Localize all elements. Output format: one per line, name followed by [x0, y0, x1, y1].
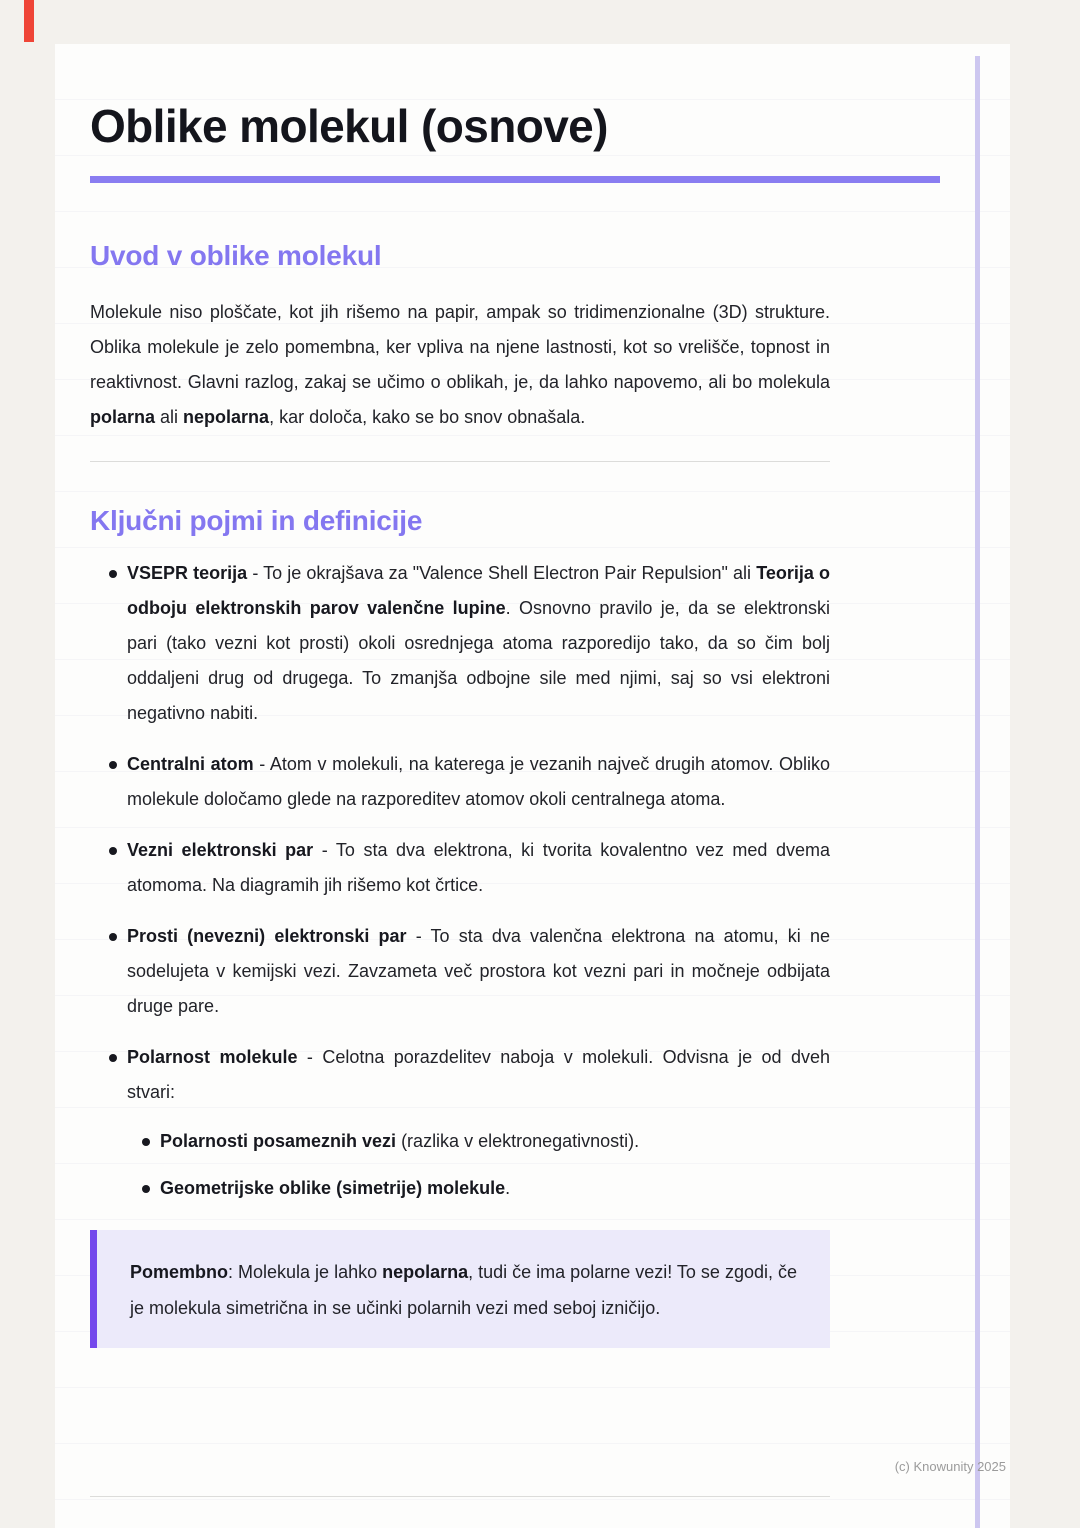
- title-underline-rule: [90, 176, 940, 183]
- list-item-bonding-pair: [90, 833, 830, 903]
- list-item-text: Polarnosti posameznih vezi (razlika v elektronegativnosti).: [160, 1131, 640, 1151]
- section-concepts: [90, 504, 1010, 1348]
- list-item-vsepr: [90, 556, 830, 731]
- important-callout: [90, 1230, 830, 1348]
- red-edge-mark: [24, 0, 34, 42]
- page-title: Oblike molekul (osnove): [90, 100, 608, 152]
- bottom-divider: [90, 1496, 830, 1497]
- list-item-text: Centralni atom - Atom v molekuli, na katerega je vezanih največ drugih atomov. Obliko molekule določamo glede na razporeditev atomov okoli centralnega atoma.: [127, 754, 830, 809]
- list-item-text: Polarnost molekule - Celotna porazdelitev naboja v molekuli. Odvisna je od dveh stvari:: [127, 1047, 830, 1102]
- callout-text: Pomembno: Molekula je lahko nepolarna, tudi če ima polarne vezi! To se zgodi, če je molekula simetrična in se učinki polarnih vezi med seboj izničijo.: [130, 1262, 797, 1318]
- list-item-polarity: [90, 1040, 830, 1206]
- list-item-text: Vezni elektronski par - To sta dva elektrona, ki tvorita kovalentno vez med dvema atomoma. Na diagramih jih rišemo kot črtice.: [127, 840, 831, 895]
- list-item-text: Geometrijske oblike (simetrije) molekule.: [160, 1178, 511, 1198]
- concept-sublist: [127, 1124, 830, 1206]
- copyright-note: (c) Knowunity 2025: [894, 1459, 1006, 1474]
- list-item-central-atom: [90, 747, 830, 817]
- section-heading-intro: Uvod v oblike molekul: [90, 240, 382, 271]
- section-divider: [90, 461, 830, 462]
- list-item-text: Prosti (nevezni) elektronski par - To sta dva valenčna elektrona na atomu, ki ne sodelujeta v kemijski vezi. Zavzameta več prostora kot vezni pari in močneje odbijata druge pare.: [127, 926, 830, 1016]
- sublist-item-bond-polarity: [127, 1124, 830, 1159]
- note-content: [55, 44, 1010, 1348]
- list-item-lone-pair: [90, 919, 830, 1024]
- intro-paragraph: Molekule niso ploščate, kot jih rišemo na papir, ampak so tridimenzionalne (3D) strukture. Oblika molekule je zelo pomembna, ker vpliva na njene lastnosti, kot so vrelišče, topnost in reaktivnost. Glavni razlog, zakaj se učimo o oblikah, je, da lahko napovemo, ali bo molekula polarna ali nepolarna, kar določa, kako se bo snov obnašala.: [90, 302, 830, 427]
- concept-list: [90, 556, 830, 1206]
- sublist-item-geometry: [127, 1171, 830, 1206]
- section-heading-concepts: Ključni pojmi in definicije: [90, 505, 423, 536]
- section-intro: [90, 239, 1010, 435]
- list-item-text: VSEPR teorija - To je okrajšava za "Valence Shell Electron Pair Repulsion" ali Teorija o odboju elektronskih parov valenčne lupine. Osnovno pravilo je, da se elektronski pari (tako vezni kot prosti) okoli osrednjega atoma razporedijo tako, da so čim bolj oddaljeni drug od drugega. To zmanjša odbojne sile med njimi, saj so vsi elektroni negativno nabiti.: [127, 563, 831, 723]
- note-sheet: [55, 44, 1010, 1528]
